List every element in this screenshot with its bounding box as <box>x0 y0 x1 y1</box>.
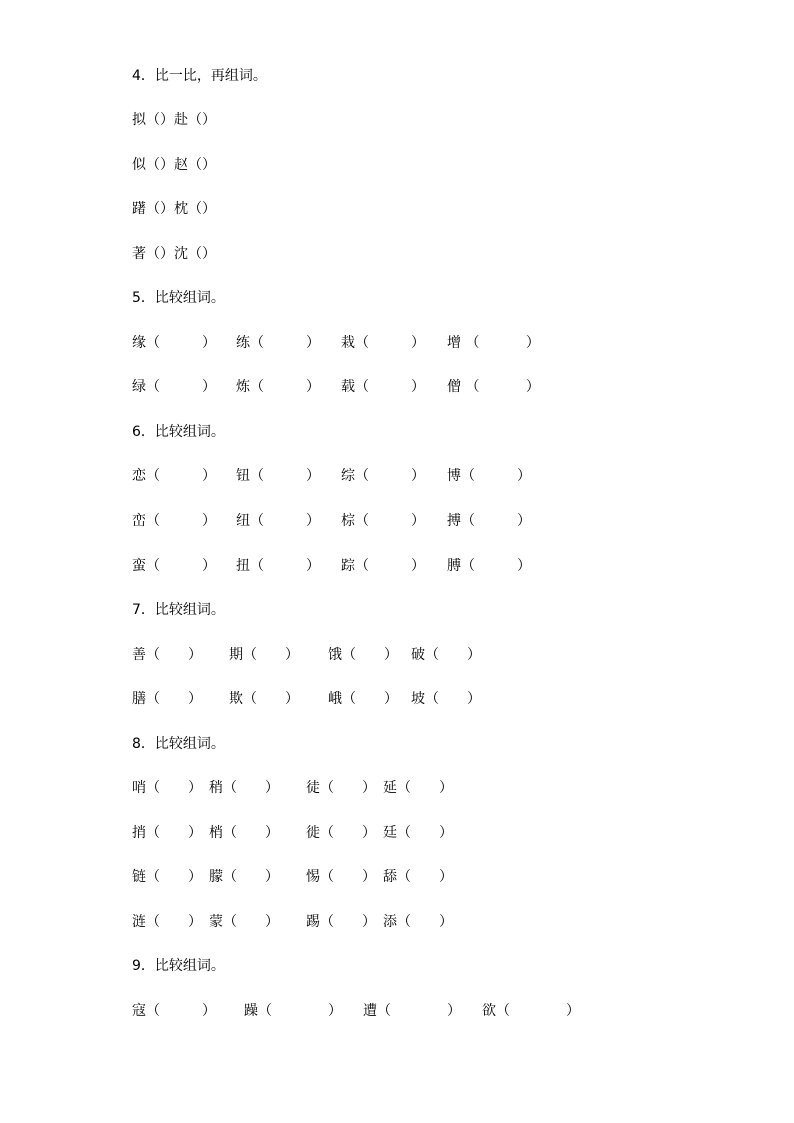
word-item: 稍（ ） <box>209 780 279 796</box>
section-9-heading: 9．比较组词。 <box>132 958 225 974</box>
word-item: 膳（ ） <box>132 691 202 707</box>
section-7-row-2 <box>132 689 481 709</box>
word-item: 遭（ ） <box>363 1003 461 1019</box>
word-item: 朦（ ） <box>209 869 279 885</box>
word-item: 增 （ ） <box>447 335 540 351</box>
word-item: 峨（ ） <box>328 691 398 707</box>
word-item: 徒（ ） <box>306 780 376 796</box>
section-4-row-4: 著（）沈（） <box>132 246 216 262</box>
section-7-row-1 <box>132 645 481 665</box>
section-9-row-1 <box>132 1001 580 1021</box>
word-item: 哨（ ） <box>132 780 202 796</box>
word-item: 徙（ ） <box>306 825 376 841</box>
word-item: 搏（ ） <box>447 513 531 529</box>
section-6-row-3 <box>132 556 531 576</box>
word-item: 破（ ） <box>411 647 481 663</box>
word-item: 缘（ ） <box>132 335 216 351</box>
section-8-row-3 <box>132 867 453 887</box>
section-4-row-3: 躇（）枕（） <box>132 201 216 217</box>
section-8-row-4 <box>132 912 453 932</box>
word-item: 纽（ ） <box>236 513 320 529</box>
section-8-heading: 8．比较组词。 <box>132 736 225 752</box>
word-item: 链（ ） <box>132 869 202 885</box>
word-item: 钮（ ） <box>236 468 320 484</box>
word-item: 栽（ ） <box>341 335 425 351</box>
word-item: 博（ ） <box>447 468 531 484</box>
word-item: 综（ ） <box>341 468 425 484</box>
word-item: 绿（ ） <box>132 379 216 395</box>
word-item: 惕（ ） <box>306 869 376 885</box>
section-4-row-1: 拟（）赴（） <box>132 112 216 128</box>
word-item: 躁（ ） <box>244 1003 342 1019</box>
section-5-row-1 <box>132 333 540 353</box>
section-8-row-1 <box>132 778 453 798</box>
word-item: 坡（ ） <box>411 691 481 707</box>
word-item: 载（ ） <box>341 379 425 395</box>
word-item: 峦（ ） <box>132 513 216 529</box>
word-item: 饿（ ） <box>328 647 398 663</box>
word-item: 蒙（ ） <box>209 914 279 930</box>
word-item: 炼（ ） <box>236 379 320 395</box>
word-item: 梢（ ） <box>209 825 279 841</box>
section-7-heading: 7．比较组词。 <box>132 602 225 618</box>
section-5-row-2 <box>132 377 540 397</box>
word-item: 扭（ ） <box>236 558 320 574</box>
word-item: 添（ ） <box>383 914 453 930</box>
word-item: 寇（ ） <box>132 1003 216 1019</box>
word-item: 踢（ ） <box>306 914 376 930</box>
word-item: 僧 （ ） <box>447 379 540 395</box>
word-item: 廷（ ） <box>383 825 453 841</box>
word-item: 踪（ ） <box>341 558 425 574</box>
word-item: 恋（ ） <box>132 468 216 484</box>
word-item: 膊（ ） <box>447 558 531 574</box>
section-8-row-2 <box>132 823 453 843</box>
word-item: 练（ ） <box>236 335 320 351</box>
word-item: 善（ ） <box>132 647 202 663</box>
section-6-heading: 6．比较组词。 <box>132 424 225 440</box>
word-item: 涟（ ） <box>132 914 202 930</box>
word-item: 欺（ ） <box>229 691 299 707</box>
section-4-heading: 4．比一比，再组词。 <box>132 68 267 84</box>
section-6-row-2 <box>132 511 531 531</box>
word-item: 蛮（ ） <box>132 558 216 574</box>
word-item: 捎（ ） <box>132 825 202 841</box>
word-item: 延（ ） <box>383 780 453 796</box>
section-6-row-1 <box>132 466 531 486</box>
section-4-row-2: 似（）赵（） <box>132 157 216 173</box>
word-item: 期（ ） <box>229 647 299 663</box>
word-item: 欲（ ） <box>482 1003 580 1019</box>
section-5-heading: 5．比较组词。 <box>132 290 225 306</box>
word-item: 棕（ ） <box>341 513 425 529</box>
word-item: 舔（ ） <box>383 869 453 885</box>
